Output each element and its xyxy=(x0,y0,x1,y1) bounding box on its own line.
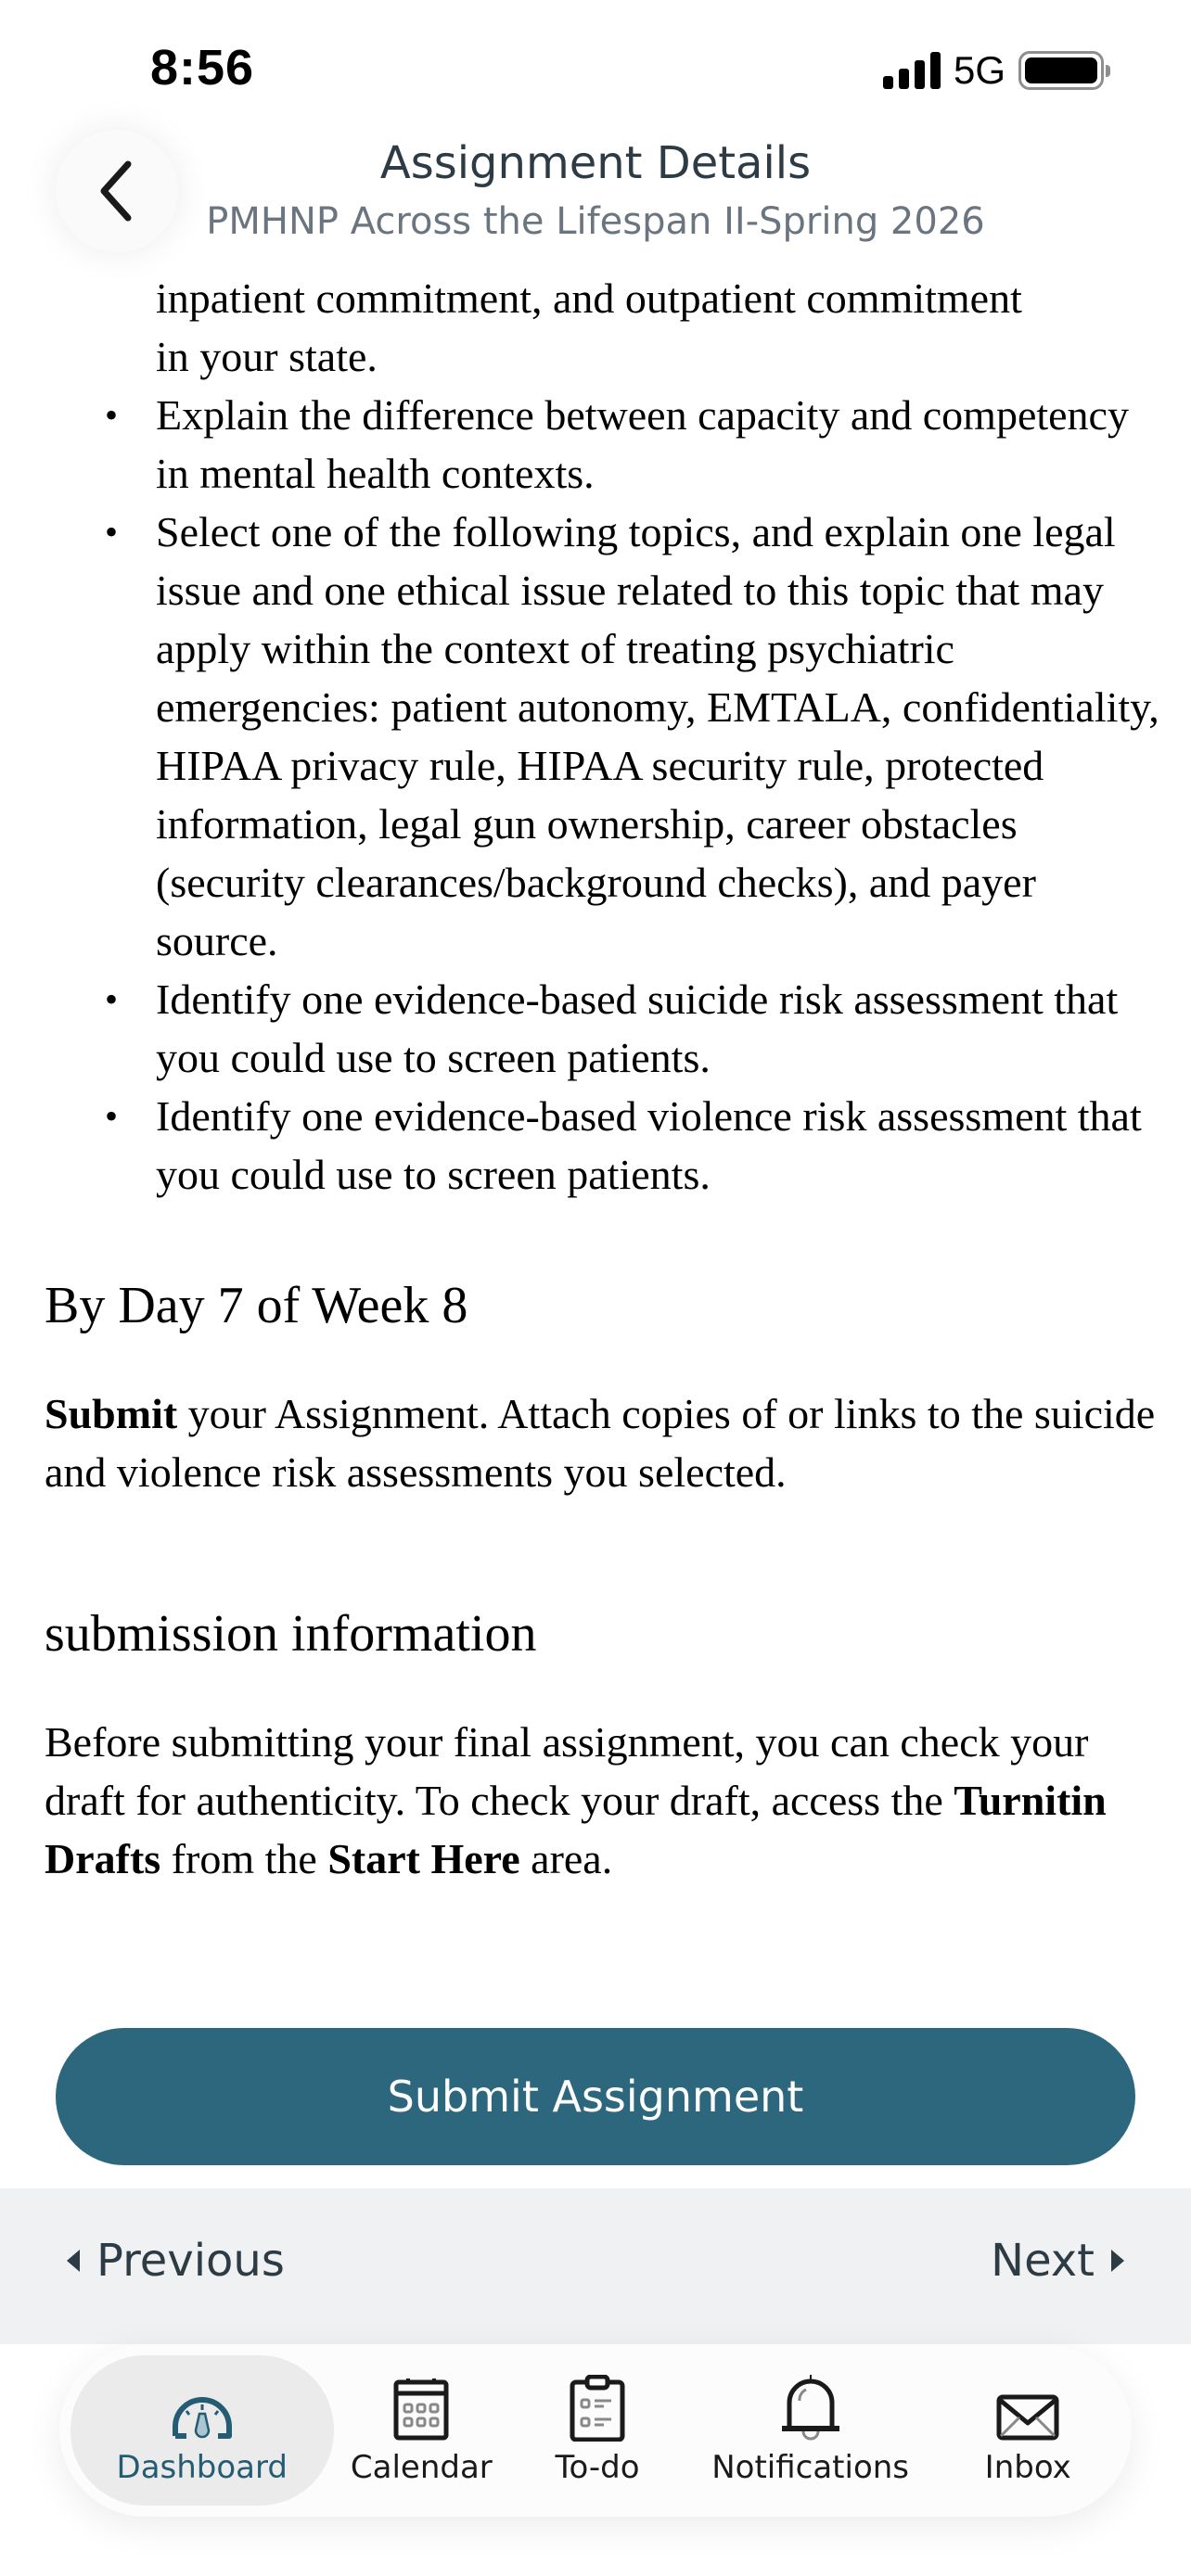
tab-todo[interactable] xyxy=(509,2355,685,2506)
list-item xyxy=(105,503,1159,970)
submission-text: Before submitting your final assignment, you can check your draft for authenticity. To check your draft, access the xyxy=(45,1718,1089,1824)
submission-heading: submission information xyxy=(45,1605,537,1663)
tab-notifications[interactable] xyxy=(685,2355,936,2506)
tab-calendar[interactable] xyxy=(334,2355,510,2506)
partial-item-line: inpatient commitment, and outpatient commitment xyxy=(156,274,1022,322)
next-label: Next xyxy=(991,2235,1095,2287)
bullet-icon: • xyxy=(105,511,119,553)
battery-icon xyxy=(1018,51,1104,90)
submit-assignment-button[interactable]: Submit Assignment xyxy=(56,2028,1135,2165)
list-item xyxy=(105,1087,1159,1204)
network-label: 5G xyxy=(953,48,1005,92)
calendar-icon xyxy=(392,2377,450,2442)
turnitin-drafts-bold: Turnitin Drafts xyxy=(45,1777,1107,1882)
caret-right-icon xyxy=(1111,2250,1124,2272)
caret-left-icon xyxy=(67,2250,80,2272)
dashboard-gauge-icon xyxy=(168,2386,237,2442)
partial-item-line: in your state. xyxy=(156,333,378,380)
requirements-list xyxy=(102,386,1159,1204)
list-item-text: Select one of the following topics, and explain one legal issue and one ethical issue related to this topic that may apply within the context of treating psychiatric emergencies: patient autonomy, EMTALA, confidentiality, HIPAA privacy rule, HIPAA security rule, protected information, legal gun ownership, career obstacles (security clearances/background checks), and payer source. xyxy=(156,508,1159,964)
tab-label: Dashboard xyxy=(116,2449,288,2486)
status-indicators xyxy=(883,48,1104,93)
list-item-text: Identify one evidence-based suicide risk assessment that you could use to screen patients. xyxy=(156,976,1119,1081)
previous-button[interactable] xyxy=(67,2235,285,2287)
submit-instructions xyxy=(45,1384,1158,1501)
submission-info xyxy=(45,1713,1158,1888)
battery-level xyxy=(1025,57,1097,83)
tab-label: To-do xyxy=(555,2449,640,2486)
envelope-icon xyxy=(995,2393,1060,2442)
bullet-icon: • xyxy=(105,394,119,436)
bell-icon xyxy=(778,2373,843,2442)
list-item xyxy=(105,970,1159,1087)
page-title: Assignment Details xyxy=(379,137,812,189)
submit-text: your Assignment. Attach copies of or links to the suicide and violence risk assessments you selected. xyxy=(45,1390,1156,1496)
deadline-heading: By Day 7 of Week 8 xyxy=(45,1277,468,1334)
list-item xyxy=(105,386,1159,503)
page-header xyxy=(0,130,1191,269)
tab-label: Calendar xyxy=(350,2449,493,2486)
submission-text: from the xyxy=(160,1835,328,1882)
signal-icon xyxy=(883,52,941,89)
tab-inbox[interactable] xyxy=(935,2355,1121,2506)
submit-bold: Submit xyxy=(45,1390,178,1437)
course-subtitle: PMHNP Across the Lifespan II-Spring 2026 xyxy=(206,200,985,243)
assignment-content[interactable] xyxy=(0,269,1191,2031)
submission-text: area. xyxy=(519,1835,613,1882)
status-bar xyxy=(0,0,1191,139)
pager-bar xyxy=(0,2188,1191,2344)
status-time: 8:56 xyxy=(150,40,255,96)
tab-label: Notifications xyxy=(711,2449,910,2486)
list-item-text: Explain the difference between capacity and competency in mental health contexts. xyxy=(156,391,1129,497)
clipboard-todo-icon xyxy=(569,2375,626,2442)
bullet-icon: • xyxy=(105,1095,119,1137)
bullet-icon: • xyxy=(105,978,119,1020)
tab-dashboard[interactable] xyxy=(70,2355,334,2506)
previous-label: Previous xyxy=(96,2235,285,2287)
bottom-tab-bar xyxy=(59,2344,1132,2517)
start-here-bold: Start Here xyxy=(327,1835,520,1882)
next-button[interactable] xyxy=(991,2235,1124,2287)
list-item-text: Identify one evidence-based violence risk assessment that you could use to screen patients. xyxy=(156,1092,1142,1198)
tab-label: Inbox xyxy=(984,2449,1071,2486)
